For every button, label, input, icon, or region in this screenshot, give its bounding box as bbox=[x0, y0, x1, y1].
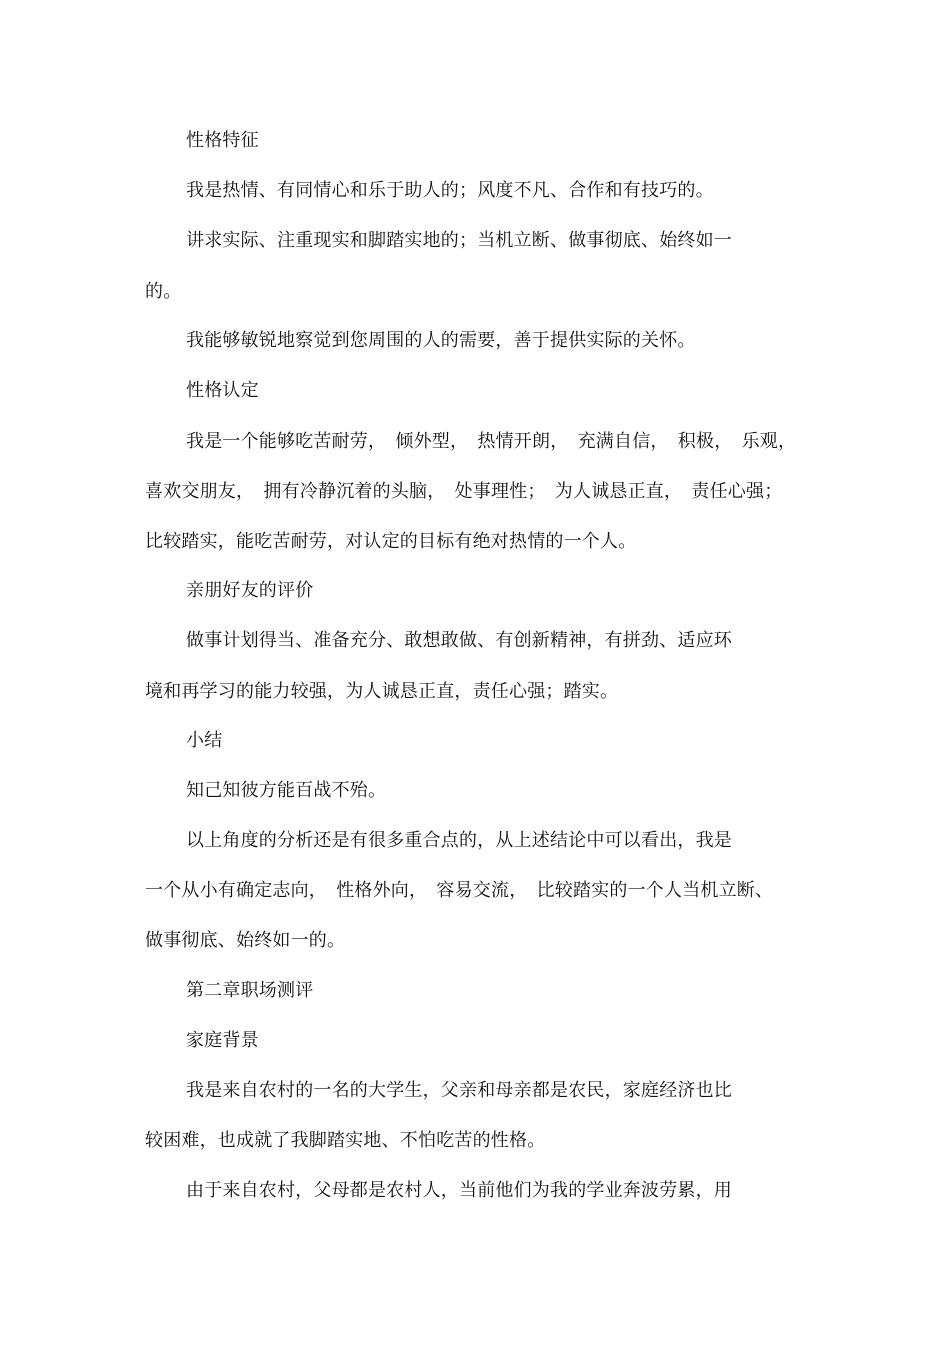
paragraph-line: 比较踏实，能吃苦耐劳，对认定的目标有绝对热情的一个人。 bbox=[145, 531, 637, 552]
heading-friends-evaluation: 亲朋好友的评价 bbox=[186, 580, 314, 601]
paragraph-line: 做事计划得当、准备充分、敢想敢做、有创新精神，有拼劲、适应环 bbox=[186, 630, 732, 651]
heading-summary: 小结 bbox=[186, 730, 223, 751]
paragraph-line: 我是来自农村的一名的大学生，父亲和母亲都是农民，家庭经济也比 bbox=[186, 1080, 732, 1101]
paragraph-line: 喜欢交朋友， 拥有冷静沉着的头脑， 处事理性； 为人诚恳正直， 责任心强； bbox=[145, 481, 783, 502]
paragraph-line: 我能够敏锐地察觉到您周围的人的需要，善于提供实际的关怀。 bbox=[186, 330, 696, 351]
heading-family-background: 家庭背景 bbox=[186, 1030, 259, 1051]
paragraph-line: 做事彻底、始终如一的。 bbox=[145, 930, 346, 951]
paragraph-line: 以上角度的分析还是有很多重合点的，从上述结论中可以看出，我是 bbox=[186, 830, 732, 851]
paragraph-line: 较困难，也成就了我脚踏实地、不怕吃苦的性格。 bbox=[145, 1130, 546, 1151]
paragraph-line: 讲求实际、注重现实和脚踏实地的；当机立断、做事彻底、始终如一 bbox=[186, 230, 732, 251]
paragraph-line: 我是热情、有同情心和乐于助人的；风度不凡、合作和有技巧的。 bbox=[186, 180, 714, 201]
paragraph-line: 由于来自农村，父母都是农村人，当前他们为我的学业奔波劳累，用 bbox=[186, 1180, 732, 1201]
heading-personality-identification: 性格认定 bbox=[186, 380, 259, 401]
paragraph-line: 境和再学习的能力较强，为人诚恳正直，责任心强；踏实。 bbox=[145, 681, 619, 702]
paragraph-line: 的。 bbox=[145, 281, 182, 302]
paragraph-line: 一个从小有确定志向， 性格外向， 容易交流， 比较踏实的一个人当机立断、 bbox=[145, 880, 774, 901]
paragraph-line: 知己知彼方能百战不殆。 bbox=[186, 780, 387, 801]
heading-chapter-two: 第二章职场测评 bbox=[186, 980, 314, 1001]
paragraph-line: 我是一个能够吃苦耐劳， 倾外型， 热情开朗， 充满自信， 积极， 乐观， bbox=[186, 431, 797, 452]
heading-personality-traits: 性格特征 bbox=[186, 130, 259, 151]
